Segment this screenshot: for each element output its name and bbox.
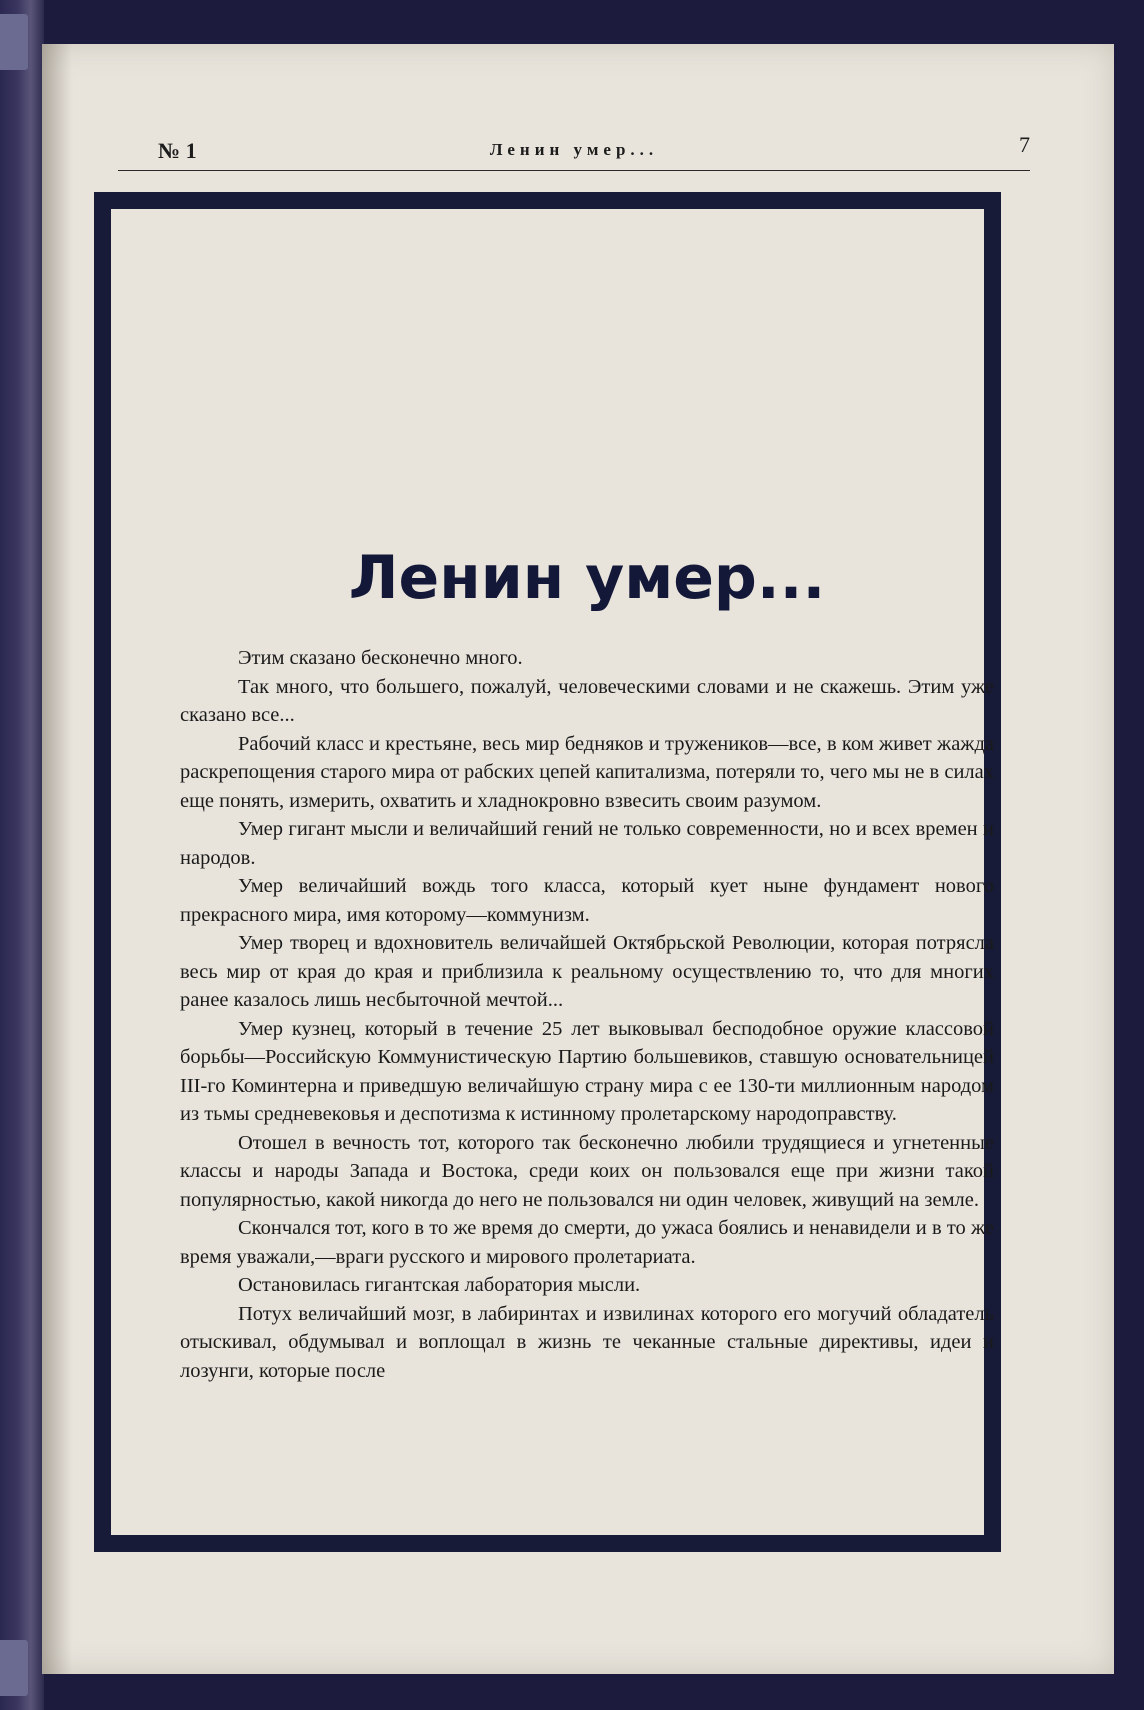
book-binding xyxy=(0,0,44,1710)
page-gutter-shadow xyxy=(42,44,72,1674)
page-number: 7 xyxy=(1019,132,1030,157)
article-paragraph: Отошел в вечность тот, которого так бесконечно любили трудящиеся и угнетенные классы и народы Запада и Востока, среди коих он пользовался еще при жизни такой популярностью, какой никогда до него не пользовался ни один человек, живущий на земле. xyxy=(180,1131,994,1211)
article-paragraph: Умер величайший вождь того класса, который кует ныне фундамент нового прекрасного мира, имя которому—коммунизм. xyxy=(180,875,994,926)
article-paragraph: Так много, что большего, пожалуй, человеческими словами и не скажешь. Этим уже сказано все... xyxy=(180,675,994,726)
article-paragraph: Рабочий класс и крестьяне, весь мир бедняков и тружеников—все, в ком живет жажда раскрепощения старого мира от рабских цепей капитализма, потеряли то, чего мы не в силах еще понять, измерить, охватить и хладнокровно взвесить своим разумом. xyxy=(180,732,994,812)
journal-page xyxy=(42,44,1114,1674)
running-title: Ленин умер... xyxy=(489,140,659,159)
article-body xyxy=(180,644,994,1385)
article-paragraph: Остановилась гигантская лаборатория мысли. xyxy=(238,1274,641,1296)
binding-ribbon xyxy=(0,1640,28,1696)
article-paragraph: Умер кузнец, который в течение 25 лет выковывал бесподобное оружие классовой борьбы—Российскую Коммунистическую Партию большевиков, ставшую основательницей III-го Коминтерна и приведшую величайшую страну мира с ее 130-ти миллионным народом из тьмы средневековья и деспотизма к истинному пролетарскому народоправству. xyxy=(180,1017,994,1125)
article-paragraph: Этим сказано бесконечно много. xyxy=(238,647,523,669)
article-paragraph: Умер гигант мысли и величайший гений не только современности, но и всех времен и народов. xyxy=(180,818,994,869)
binding-ribbon xyxy=(0,14,28,70)
article-paragraph: Скончался тот, кого в то же время до смерти, до ужаса боялись и ненавидели и в то же время уважали,—враги русского и мирового пролетариата. xyxy=(180,1217,994,1268)
article-paragraph: Потух величайший мозг, в лабиринтах и извилинах которого его могучий обладатель отыскивал, обдумывал и воплощал в жизнь те чеканные стальные директивы, идеи и лозунги, которые после xyxy=(180,1302,994,1382)
issue-number: № 1 xyxy=(158,138,197,163)
article-headline: Ленин умер... xyxy=(348,543,826,613)
running-header xyxy=(118,130,1030,171)
article-paragraph: Умер творец и вдохновитель величайшей Октябрьской Революции, которая потрясла весь мир от края до края и приблизила к реальному осуществлению то, что для многих ранее казалось лишь несбыточной мечтой... xyxy=(180,932,994,1011)
